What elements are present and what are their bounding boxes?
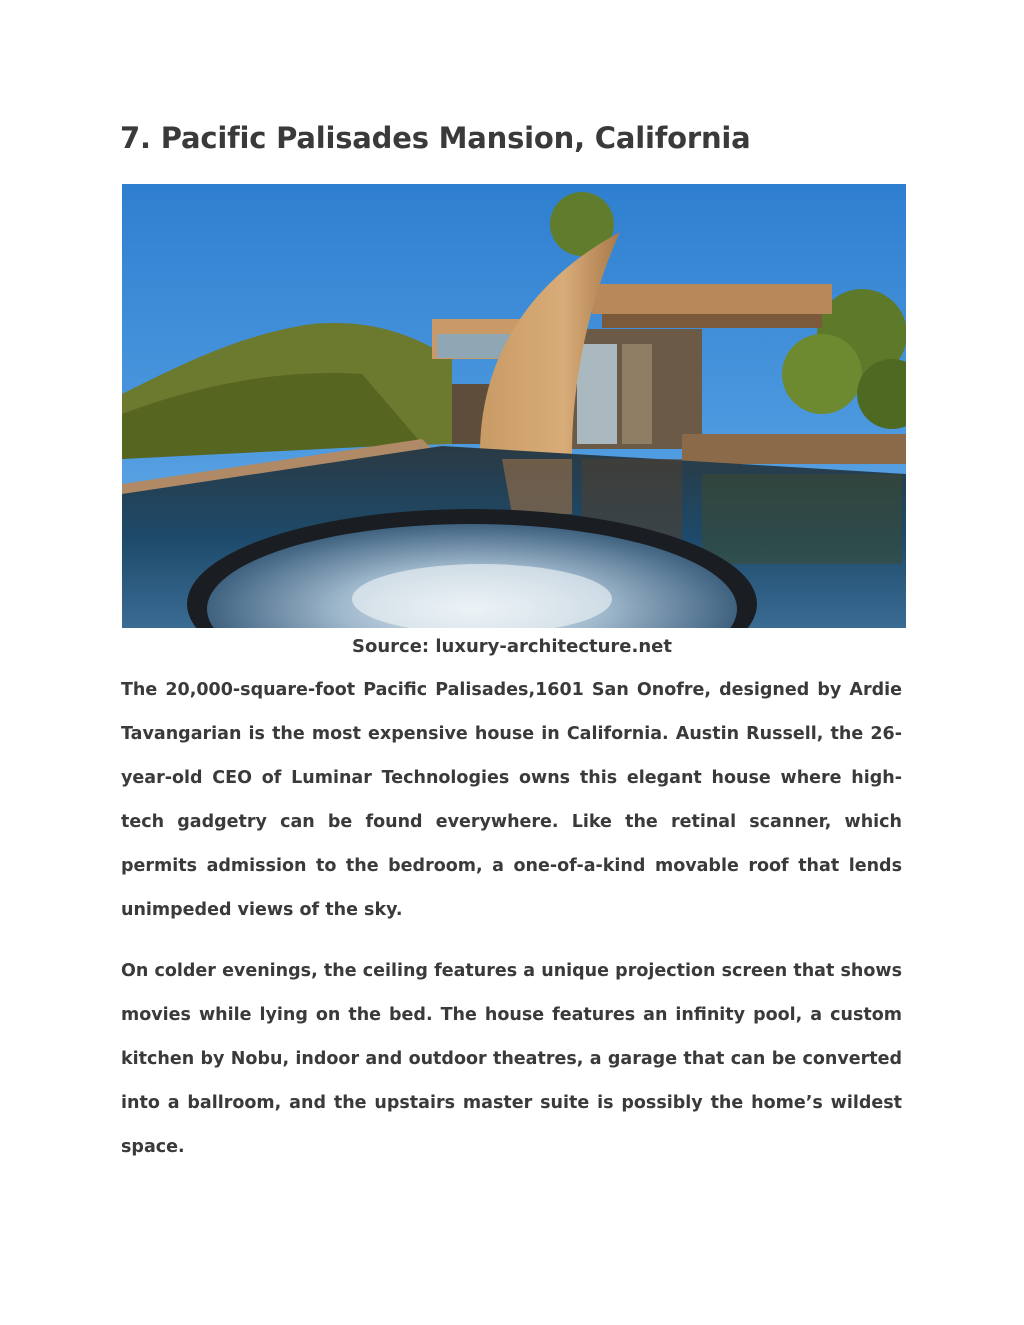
article-paragraph: The 20,000-square-foot Pacific Palisades,1601 San Onofre, designed by Ardie Tavangarian is the most expensive house in California. Austin Russell, the 26-year-old CEO of Luminar Technologies owns this elegant house where high-tech gadgetry can be found everywhere. Like the retinal scanner, which permits admission to the bedroom, a one-of-a-kind movable roof that lends unimpeded views of the sky. — [121, 680, 902, 920]
image-caption: Source: luxury-architecture.net — [352, 636, 672, 657]
article-paragraph: On colder evenings, the ceiling features a unique projection screen that shows movies while lying on the bed. The house features an infinity pool, a custom kitchen by Nobu, indoor and outdoor theatres, a garage that can be converted into a ballroom, and the upstairs master suite is possibly the home’s wildest space. — [121, 961, 902, 1157]
article-heading: 7. Pacific Palisades Mansion, California — [120, 121, 751, 155]
mansion-photo — [122, 184, 906, 628]
